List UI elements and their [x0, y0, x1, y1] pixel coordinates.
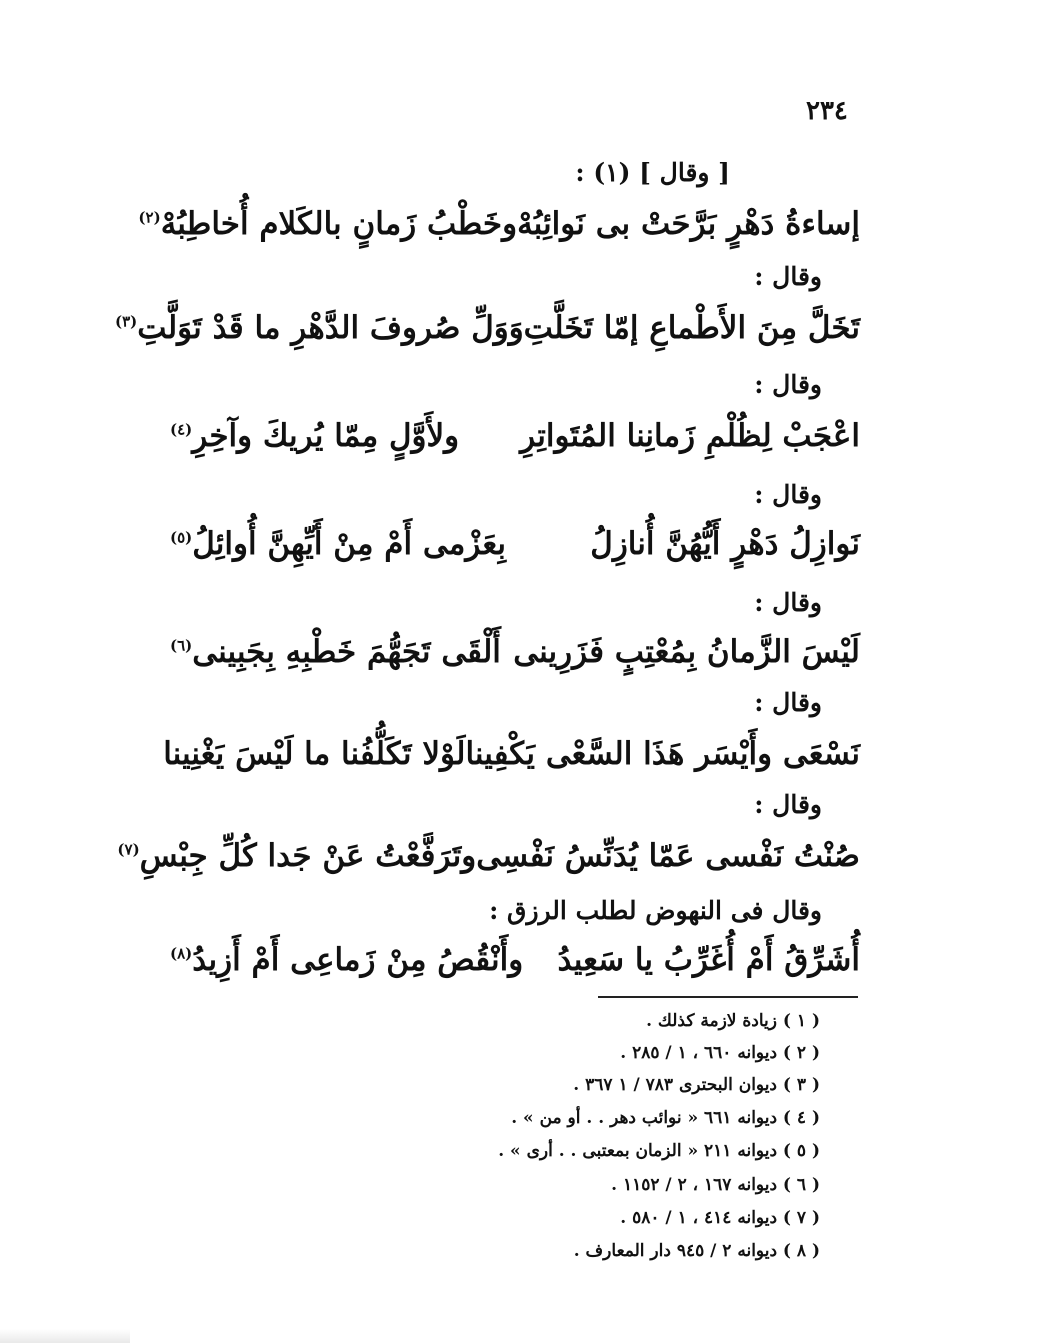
verse-second-hemistich [117, 838, 476, 874]
verse-line [170, 626, 860, 678]
footnote: ( ١ ) زيادة لازمة كذلك . [646, 1011, 820, 1031]
poem-heading: وقال فى النهوض لطلب الرزق : [489, 896, 822, 925]
footnote-marker: (٦) [170, 636, 193, 655]
verse-second-text: ولأَوَّلٍ مِمّا يُريكَ وآخِرِ [192, 418, 460, 454]
verse-second-hemistich [170, 634, 501, 670]
footnote: ( ٨ ) ديوانه ٢ / ٩٤٥ دار المعارف . [573, 1241, 820, 1261]
verse-second-text: لَوْلا تَكَلُّفُنا ما لَيْسَ يَغْنِينا [163, 736, 466, 772]
footnote-marker: (٣) [114, 312, 138, 331]
verse-first-hemistich: نَوازِلُ دَهْرٍ أَيُّهُنَّ أُنازِلُ [590, 526, 860, 562]
footnote: ( ٤ ) ديوانه ٦٦١ « نوائب دهر . . أو من » . [511, 1108, 820, 1128]
poem-heading: وقال : [754, 588, 822, 617]
poem-heading: وقال : [754, 790, 822, 819]
footnote-marker: (٥) [170, 528, 193, 547]
footnote: ( ٢ ) ديوانه ٦٦٠ ، ١ / ٢٨٥ . [620, 1043, 820, 1063]
poem-heading: [ وقال ] (١) : [575, 158, 730, 187]
page-number: ٢٣٤ [806, 96, 848, 126]
verse-line [170, 934, 860, 986]
verse-first-hemistich: اعْجَبْ لِظُلْمِ زَمانِنا المُتَواتِرِ [520, 418, 860, 454]
verse-first-hemistich: صُنْتُ نَفْسى عَمّا يُدَنِّسُ نَفْسِى [476, 838, 860, 874]
footnote: ( ٦ ) ديوانه ١٦٧ ، ٢ / ١١٥٢ . [611, 1175, 820, 1195]
footnote: ( ٥ ) ديوانه ٢١١ « الزمان بمعتبى . . أرى » . [498, 1141, 820, 1161]
verse-second-text: وتَرَفَّعْتُ عَنْ جَدا كُلِّ جِبْسِ [139, 838, 477, 874]
verse-second-hemistich [115, 310, 524, 346]
footnote-marker: (٤) [170, 420, 193, 439]
verse-second-hemistich [163, 736, 465, 772]
verse-line [170, 518, 860, 570]
verse-line [138, 198, 860, 250]
verse-first-hemistich: لَيْسَ الزَّمانُ بِمُعْتِبٍ فَزَرِينى [513, 634, 860, 670]
verse-line [170, 410, 860, 462]
verse-first-hemistich: تَخَلَّ مِنَ الأَطْماعِ إمّا تَخَلَّتِ [523, 310, 860, 346]
verse-second-hemistich [170, 418, 459, 454]
verse-second-text: وأَنْقُصُ مِنْ زَماعِى أَمْ أَزِيدُ [192, 942, 524, 978]
footnote-marker: (٨) [170, 944, 193, 963]
footnote: ( ٧ ) ديوانه ٤١٤ ، ١ / ٥٨٠ . [620, 1208, 820, 1228]
verse-first-hemistich: إساءةُ دَهْرٍ بَرَّحَتْ بى نَوائِبُهْ [517, 206, 860, 242]
footnote-marker: (٢) [138, 208, 161, 227]
poem-heading: وقال : [754, 262, 822, 291]
verse-line [163, 728, 860, 780]
footnote-divider [598, 996, 858, 998]
verse-second-text: أَلْقَى تَجَهُّمَ خَطْبِهِ بِجَبِينى [192, 634, 501, 670]
verse-second-text: وَوَلِّ صُروفَ الدَّهْرِ ما قَدْ تَوَلَّتِ [137, 310, 524, 346]
verse-second-text: بِعَزْمى أَمْ مِنْ أَيِّهِنَّ أُوائِلُ [192, 526, 507, 562]
poem-heading: وقال : [754, 480, 822, 509]
verse-second-hemistich [170, 942, 523, 978]
verse-first-hemistich: أُشَرِّقُ أَمْ أُغَرِّبُ يا سَعِيدُ [557, 942, 860, 978]
verse-line [114, 302, 860, 354]
footnote: ( ٣ ) ديوان البحترى ٧٨٣ / ١ ٣٦٧ . [573, 1075, 820, 1095]
poem-heading: وقال : [754, 370, 822, 399]
poem-heading: وقال : [754, 688, 822, 717]
scan-edge-shadow [0, 1329, 130, 1343]
footnote-marker: (٧) [117, 840, 140, 859]
verse-second-text: وخَطْبُ زَمانٍ بالكَلام أُخاطِبُهْ [160, 206, 518, 242]
verse-first-hemistich: نَسْعَى وأَيْسَر هَذَا السَّعْى يَكْفِينا [465, 736, 860, 772]
verse-second-hemistich [170, 526, 506, 562]
verse-second-hemistich [138, 206, 517, 242]
verse-line [117, 830, 860, 882]
